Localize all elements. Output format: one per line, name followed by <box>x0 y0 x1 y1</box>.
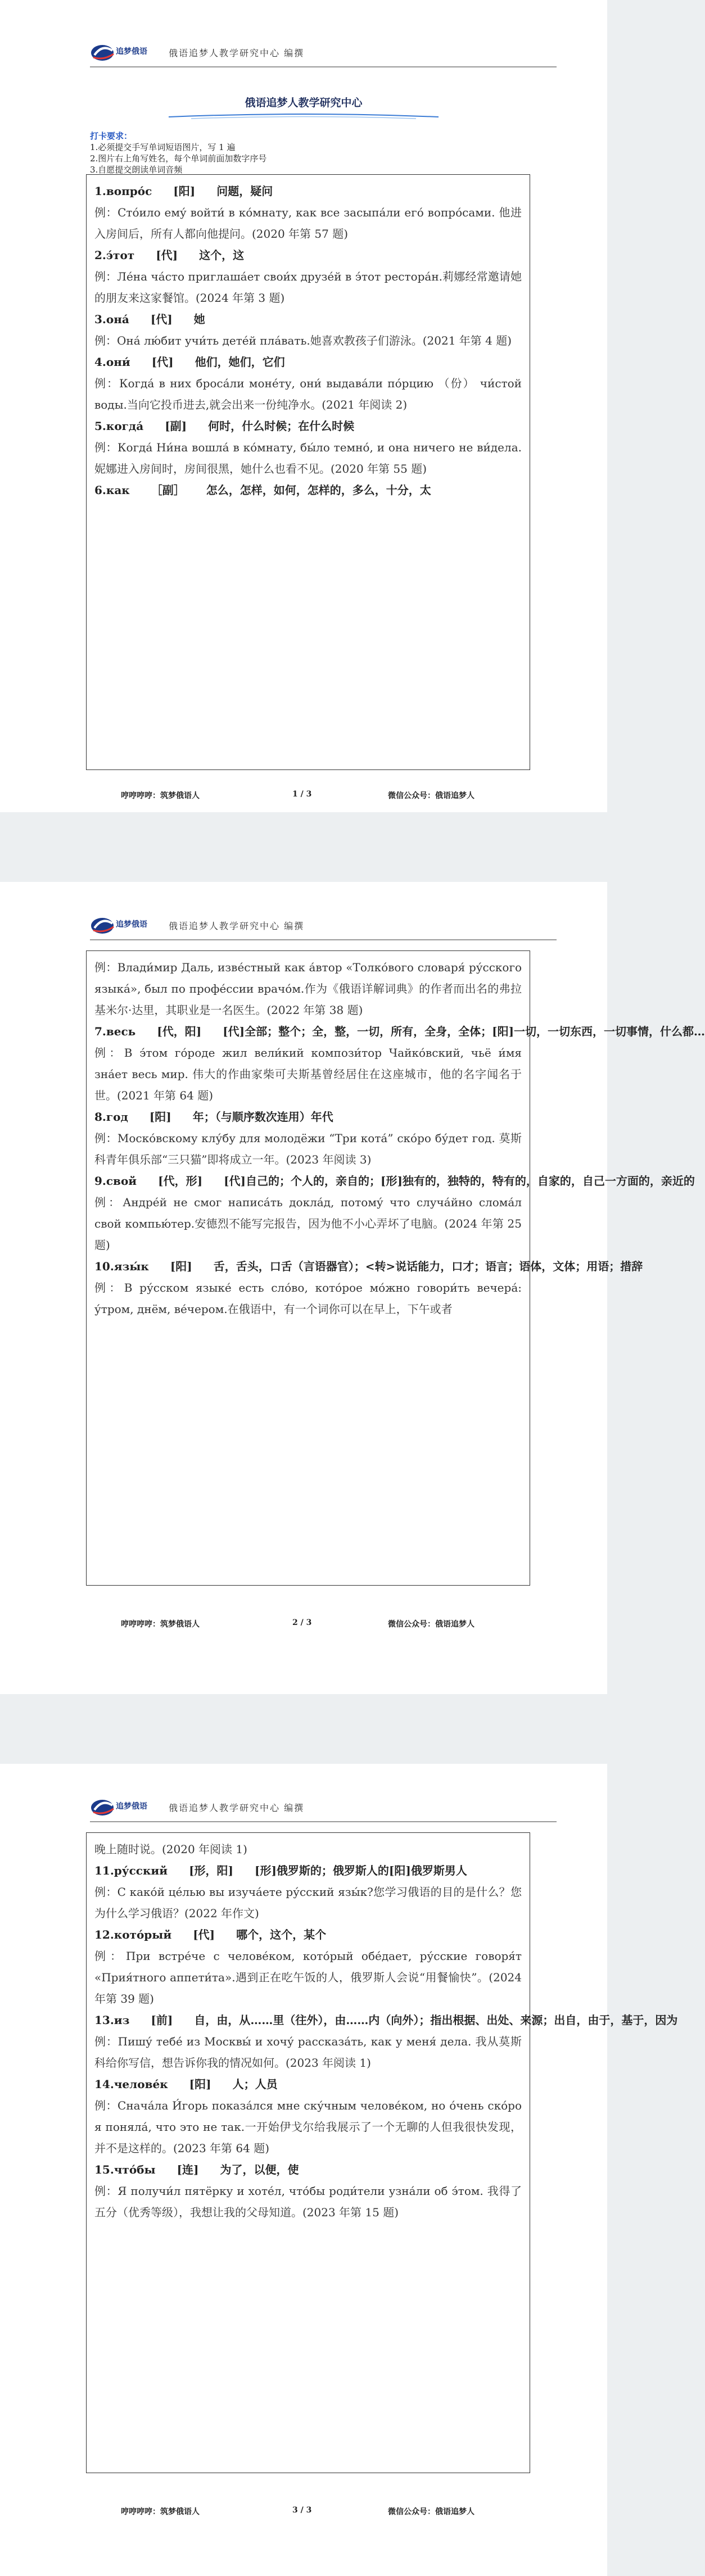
vocab-word: 5.когда́ <box>94 419 144 433</box>
vocab-word: 14.челове́к <box>94 2077 168 2091</box>
requirement-item: 2.图片右上角写姓名，每个单词前面加数字序号 <box>90 153 267 164</box>
vocab-meaning: 自，由，从……里（往外），由……内（向外）；指出根据、出处、来源；出自，由于，基于，因为 <box>194 2013 678 2027</box>
part-of-speech: [连] <box>177 2163 199 2176</box>
page-footer <box>0 784 607 807</box>
footer-left: 哼哼哼哼：筑梦俄语人 <box>121 2507 200 2516</box>
logo-text: 追梦俄语 <box>116 1802 147 1811</box>
example-sentence: 例：Я получи́л пятёрку и хоте́л, что́бы роди́тели узна́ли об э́том. 我得了五分（优秀等级），我想让我的父母知道。(2023 年第 15 题) <box>94 2184 522 2219</box>
page-header <box>90 40 557 70</box>
vocab-meaning: [代]全部；整个；全，整，一切，所有，全身，全体；[阳]一切，一切东西，一切事情，什么都… <box>223 1025 705 1038</box>
example-sentence: 例：Сто́ило ему́ войти́ в ко́мнату, как все засыпа́ли его́ вопро́сами. 他进入房间后，所有人都向他提问。(2020 年第 57 题) <box>94 206 522 241</box>
vocab-word: 4.они́ <box>94 355 130 369</box>
vocab-entry-head <box>94 180 522 202</box>
page-footer <box>0 1613 607 1635</box>
example-sentence: 例：Ле́на ча́сто приглаша́ет свои́х друзе́й в э́тот рестора́н.莉娜经常邀请她的朋友来这家餐馆。(2024 年第 3 题) <box>94 270 522 305</box>
vocab-entry-head <box>94 1924 522 1945</box>
vocab-word: 11.ру́сский <box>94 1864 168 1877</box>
vocab-entry-head <box>94 1256 643 1277</box>
footer-left: 哼哼哼哼：筑梦俄语人 <box>121 791 200 800</box>
vocab-entry-head <box>94 2009 678 2031</box>
example-sentence: 例：Снача́ла И́горь показа́лся мне ску́чным челове́ком, но о́чень ско́ро я поняла́, что это не так.一开始伊戈尔给我展示了一个无聊的人但我很快发现，并不是这样的。(2023 年第 64 题) <box>94 2099 522 2155</box>
example-sentence: 例：В ру́сском языке́ есть сло́во, кото́рое мо́жно говори́ть вечера́: у́тром, днём, ве́чером.在俄语中，有一个词你可以在早上，下午或者 <box>94 1281 522 1316</box>
vocab-word: 1.вопро́с <box>94 184 152 198</box>
title-decoration <box>169 112 439 120</box>
vocab-box <box>86 950 705 1586</box>
part-of-speech: [阳] <box>149 1110 171 1124</box>
part-of-speech: [代，阳] <box>157 1025 202 1038</box>
vocab-meaning: 舌，舌头，口舌（言语器官）；<转>说话能力，口才；语言；语体，文体；用语；措辞 <box>213 1260 643 1273</box>
requirements-title: 打卡要求： <box>90 131 133 141</box>
vocab-entry-head <box>94 1106 522 1128</box>
page-number: 2 / 3 <box>292 1618 312 1627</box>
part-of-speech: [前] <box>151 2013 173 2027</box>
page-number: 1 / 3 <box>292 790 312 799</box>
vocab-meaning: [代]自己的；个人的，亲自的；[形]独有的，独特的，特有的，自家的，自己一方面的，亲近的 <box>224 1174 695 1188</box>
page-header <box>90 1795 557 1825</box>
vocab-meaning: 人；人员 <box>232 2077 278 2091</box>
vocab-word: 2.э́тот <box>94 248 135 262</box>
vocab-word: 13.из <box>94 2013 130 2027</box>
vocab-entry-head <box>94 245 522 266</box>
footer-right: 微信公众号：俄语追梦人 <box>388 2507 474 2516</box>
example-sentence: 例：Она́ лю́бит учи́ть дете́й пла́вать.她喜欢教孩子们游泳。(2021 年第 4 题) <box>94 334 512 347</box>
example-sentence: 晚上随时说。(2020 年阅读 1) <box>94 1842 247 1856</box>
part-of-speech: [阳] <box>173 184 196 198</box>
vocab-entry-head <box>94 415 522 437</box>
footer-right: 微信公众号：俄语追梦人 <box>388 1620 474 1629</box>
vocab-entry-head <box>94 2159 522 2180</box>
example-sentence: 例：При встре́че с челове́ком, кото́рый обе́дает, ру́сские говоря́т «Прия́тного аппети́та».遇到正在吃午饭的人，俄罗斯人会说“用餐愉快”。(2024 年第 39 题) <box>94 1949 522 2005</box>
page-number: 3 / 3 <box>292 2506 312 2515</box>
header-text: 俄语追梦人教学研究中心 编撰 <box>169 48 305 58</box>
vocab-entry-head <box>94 1021 705 1042</box>
header-text: 俄语追梦人教学研究中心 编撰 <box>169 921 305 931</box>
vocab-box <box>86 1832 678 2473</box>
logo-text: 追梦俄语 <box>116 47 147 56</box>
example-sentence: 例：Когда́ в них броса́ли моне́ту, они́ выдава́ли по́рцию （份） чи́стой воды.当向它投币进去,就会出来一份纯净水。(2021 年阅读 2) <box>94 377 522 411</box>
vocab-meaning: 问题，疑问 <box>216 184 273 198</box>
vocab-word: 7.весь <box>94 1025 136 1038</box>
part-of-speech: [阳] <box>189 2077 211 2091</box>
footer-right: 微信公众号：俄语追梦人 <box>388 791 474 800</box>
part-of-speech: [代] <box>150 313 173 326</box>
example-sentence: 例：С како́й це́лью вы изуча́ете ру́сский язы́к?您学习俄语的目的是什么？您为什么学习俄语？(2022 年作文) <box>94 1885 522 1920</box>
vocab-word: 12.кото́рый <box>94 1928 172 1941</box>
logo <box>90 40 152 65</box>
page-header <box>90 913 557 943</box>
header-line <box>90 939 557 940</box>
requirement-item: 3.自愿提交朗读单词音频 <box>90 165 183 175</box>
footer-left: 哼哼哼哼：筑梦俄语人 <box>121 1620 200 1629</box>
logo <box>90 1795 152 1820</box>
vocab-meaning: 她 <box>193 313 205 326</box>
doc-title: 俄语追梦人教学研究中心 <box>245 97 363 109</box>
logo-text: 追梦俄语 <box>116 920 147 929</box>
header-line <box>90 1821 557 1822</box>
part-of-speech: [阳] <box>170 1260 192 1273</box>
example-sentence: 例：Моско́вскому клу́бу для молодёжи “Три кота́” ско́ро бу́дет год. 莫斯科青年俱乐部“三只猫”即将成立一年。(2023 年阅读 3) <box>94 1131 522 1166</box>
part-of-speech: [副] <box>165 419 187 433</box>
header-text: 俄语追梦人教学研究中心 编撰 <box>169 1803 305 1813</box>
requirement-item: 1.必须提交手写单词短语图片，写 1 遍 <box>90 142 236 152</box>
vocab-meaning: 怎么，怎样，如何，怎样的，多么，十分，太 <box>206 483 431 497</box>
vocab-word: 3.она́ <box>94 313 129 326</box>
vocab-meaning: [形]俄罗斯的；俄罗斯人的[阳]俄罗斯男人 <box>255 1864 467 1877</box>
example-sentence: 例：В э́том го́роде жил вели́кий компози́тор Чайко́вский, чьё и́мя зна́ет весь мир. 伟大的作曲家柴可夫斯基曾经居住在这座城市，他的名字闻名于世。(2021 年第 64 题) <box>94 1046 522 1102</box>
vocab-word: 8.год <box>94 1110 128 1124</box>
vocab-meaning: 为了，以便，使 <box>220 2163 299 2176</box>
part-of-speech: [形，阳] <box>189 1864 233 1877</box>
vocab-word: 10.язы́к <box>94 1260 149 1273</box>
vocab-word: 15.что́бы <box>94 2163 156 2176</box>
vocab-meaning: 何时，什么时候；在什么时候 <box>208 419 355 433</box>
vocab-word: 6.как <box>94 483 130 497</box>
part-of-speech: ［副］ <box>151 483 185 497</box>
part-of-speech: [代，形] <box>158 1174 203 1188</box>
example-sentence: 例：Пишу́ тебе́ из Москвы́ и хочу́ рассказа́ть, как у меня́ дела. 我从莫斯科给你写信，想告诉你我的情况如何。(2023 年阅读 1) <box>94 2035 522 2070</box>
part-of-speech: [代] <box>156 248 178 262</box>
vocab-entry-head <box>94 479 522 501</box>
page-1 <box>0 0 607 812</box>
vocab-entry-head <box>94 1860 522 1881</box>
page-2 <box>0 882 705 1694</box>
vocab-entry-head <box>94 2074 522 2095</box>
header-line <box>90 66 557 67</box>
page-3 <box>0 1764 678 2576</box>
vocab-word: 9.свой <box>94 1174 137 1188</box>
part-of-speech: [代] <box>193 1928 215 1941</box>
vocab-meaning: 这个，这 <box>199 248 245 262</box>
vocab-entry-head <box>94 351 522 373</box>
requirements <box>90 130 528 175</box>
vocab-box <box>86 174 530 770</box>
vocab-entry-head <box>94 1170 695 1192</box>
example-sentence: 例：Когда́ Ни́на вошла́ в ко́мнату, бы́ло темно́, и она ничего не ви́дела.妮娜进入房间时，房间很黑，她什么也看不见。(2020 年第 55 题) <box>94 441 522 476</box>
example-sentence: 例：Влади́мир Даль, изве́стный как а́втор «Толко́вого словаря́ ру́сского языка́», был по профе́ссии врачо́м.作为《俄语详解词典》的作者而出名的弗拉基米尔·达里，其职业是一名医生。(2022 年第 38 题) <box>94 961 522 1017</box>
vocab-meaning: 年；（与顺序数次连用）年代 <box>192 1110 333 1124</box>
part-of-speech: [代] <box>151 355 174 369</box>
vocab-entry-head <box>94 309 522 330</box>
example-sentence: 例：Андре́й не смог написа́ть докла́д, потому́ что случа́йно слома́л свой компью́тер.安德烈不能写完报告，因为他不小心弄坏了电脑。(2024 年第 25 题) <box>94 1196 522 1252</box>
page-footer <box>0 2500 607 2523</box>
vocab-meaning: 他们，她们，它们 <box>195 355 285 369</box>
logo <box>90 913 152 938</box>
vocab-meaning: 哪个，这个，某个 <box>236 1928 327 1941</box>
